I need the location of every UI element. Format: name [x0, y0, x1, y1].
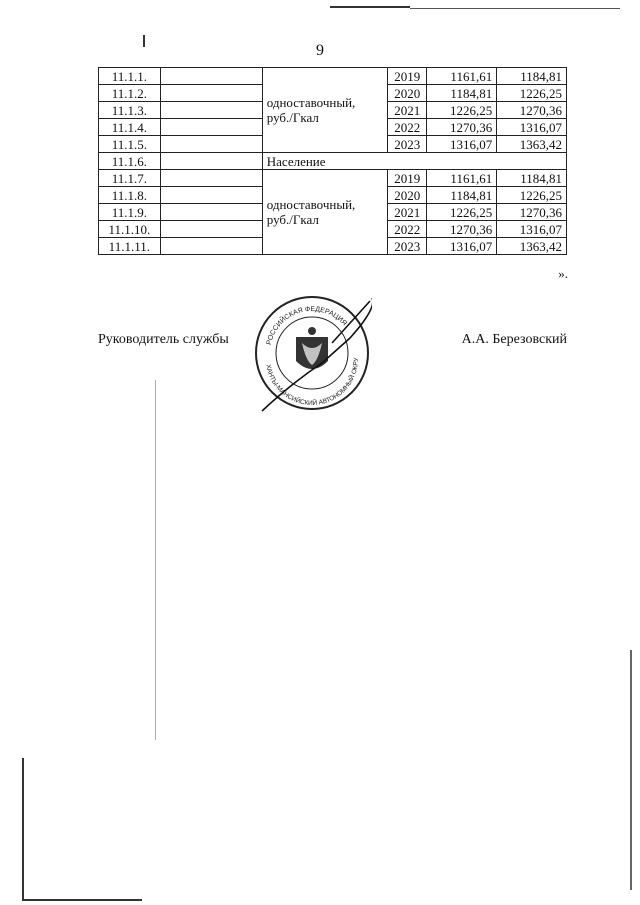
year-cell: 2023	[388, 136, 427, 153]
value-cell-first-half: 1316,07	[427, 238, 497, 255]
blank-cell	[160, 102, 262, 119]
row-number: 11.1.2.	[99, 85, 161, 102]
table-row-group-header	[99, 153, 567, 170]
value-cell-second-half: 1226,25	[497, 85, 567, 102]
signer-position: Руководитель службы	[98, 332, 229, 347]
unit-cell: одноставочный, руб./Гкал	[262, 68, 387, 153]
value-cell-first-half: 1270,36	[427, 221, 497, 238]
blank-cell	[160, 221, 262, 238]
value-cell-first-half: 1184,81	[427, 187, 497, 204]
seal-bottom-text: ХАНТЫ-МАНСИЙСКИЙ АВТОНОМНЫЙ ОКРУ	[264, 357, 361, 408]
year-cell: 2022	[388, 221, 427, 238]
scan-artifact	[155, 380, 156, 740]
tariff-table	[98, 67, 567, 255]
value-cell-second-half: 1316,07	[497, 119, 567, 136]
blank-cell	[160, 170, 262, 187]
value-cell-second-half: 1226,25	[497, 187, 567, 204]
row-number: 11.1.3.	[99, 102, 161, 119]
value-cell-first-half: 1226,25	[427, 102, 497, 119]
row-number: 11.1.11.	[99, 238, 161, 255]
value-cell-first-half: 1184,81	[427, 85, 497, 102]
year-cell: 2019	[388, 68, 427, 85]
blank-cell	[160, 136, 262, 153]
page-number: 9	[316, 42, 324, 59]
value-cell-second-half: 1184,81	[497, 68, 567, 85]
scan-artifact	[410, 8, 620, 9]
blank-cell	[160, 204, 262, 221]
scan-artifact	[330, 6, 410, 8]
seal-top-text: РОССИЙСКАЯ ФЕДЕРАЦИЯ	[265, 305, 348, 346]
value-cell-second-half: 1270,36	[497, 102, 567, 119]
value-cell-first-half: 1226,25	[427, 204, 497, 221]
row-number: 11.1.9.	[99, 204, 161, 221]
value-cell-first-half: 1161,61	[427, 170, 497, 187]
value-cell-second-half: 1363,42	[497, 238, 567, 255]
unit-cell: одноставочный, руб./Гкал	[262, 170, 387, 255]
value-cell-second-half: 1270,36	[497, 204, 567, 221]
signer-name: А.А. Березовский	[461, 332, 567, 347]
blank-cell	[160, 187, 262, 204]
row-number: 11.1.7.	[99, 170, 161, 187]
value-cell-second-half: 1316,07	[497, 221, 567, 238]
value-cell-first-half: 1270,36	[427, 119, 497, 136]
blank-cell	[160, 68, 262, 85]
row-number: 11.1.4.	[99, 119, 161, 136]
blank-cell	[160, 119, 262, 136]
year-cell: 2023	[388, 238, 427, 255]
scan-artifact	[22, 899, 142, 901]
row-number: 11.1.8.	[99, 187, 161, 204]
scan-artifact	[22, 758, 24, 901]
scan-artifact	[143, 35, 145, 47]
row-number: 11.1.10.	[99, 221, 161, 238]
row-number: 11.1.1.	[99, 68, 161, 85]
blank-cell	[160, 85, 262, 102]
value-cell-first-half: 1161,61	[427, 68, 497, 85]
value-cell-second-half: 1184,81	[497, 170, 567, 187]
value-cell-second-half: 1363,42	[497, 136, 567, 153]
group-label: Население	[262, 153, 566, 170]
row-number: 11.1.5.	[99, 136, 161, 153]
blank-cell	[160, 153, 262, 170]
closing-quote: ».	[558, 266, 568, 281]
year-cell: 2020	[388, 187, 427, 204]
year-cell: 2020	[388, 85, 427, 102]
year-cell: 2022	[388, 119, 427, 136]
table-row	[99, 68, 567, 85]
year-cell: 2019	[388, 170, 427, 187]
year-cell: 2021	[388, 204, 427, 221]
scan-artifact	[630, 650, 632, 890]
table-row	[99, 170, 567, 187]
official-seal-stamp	[252, 293, 372, 413]
row-number: 11.1.6.	[99, 153, 161, 170]
blank-cell	[160, 238, 262, 255]
year-cell: 2021	[388, 102, 427, 119]
value-cell-first-half: 1316,07	[427, 136, 497, 153]
